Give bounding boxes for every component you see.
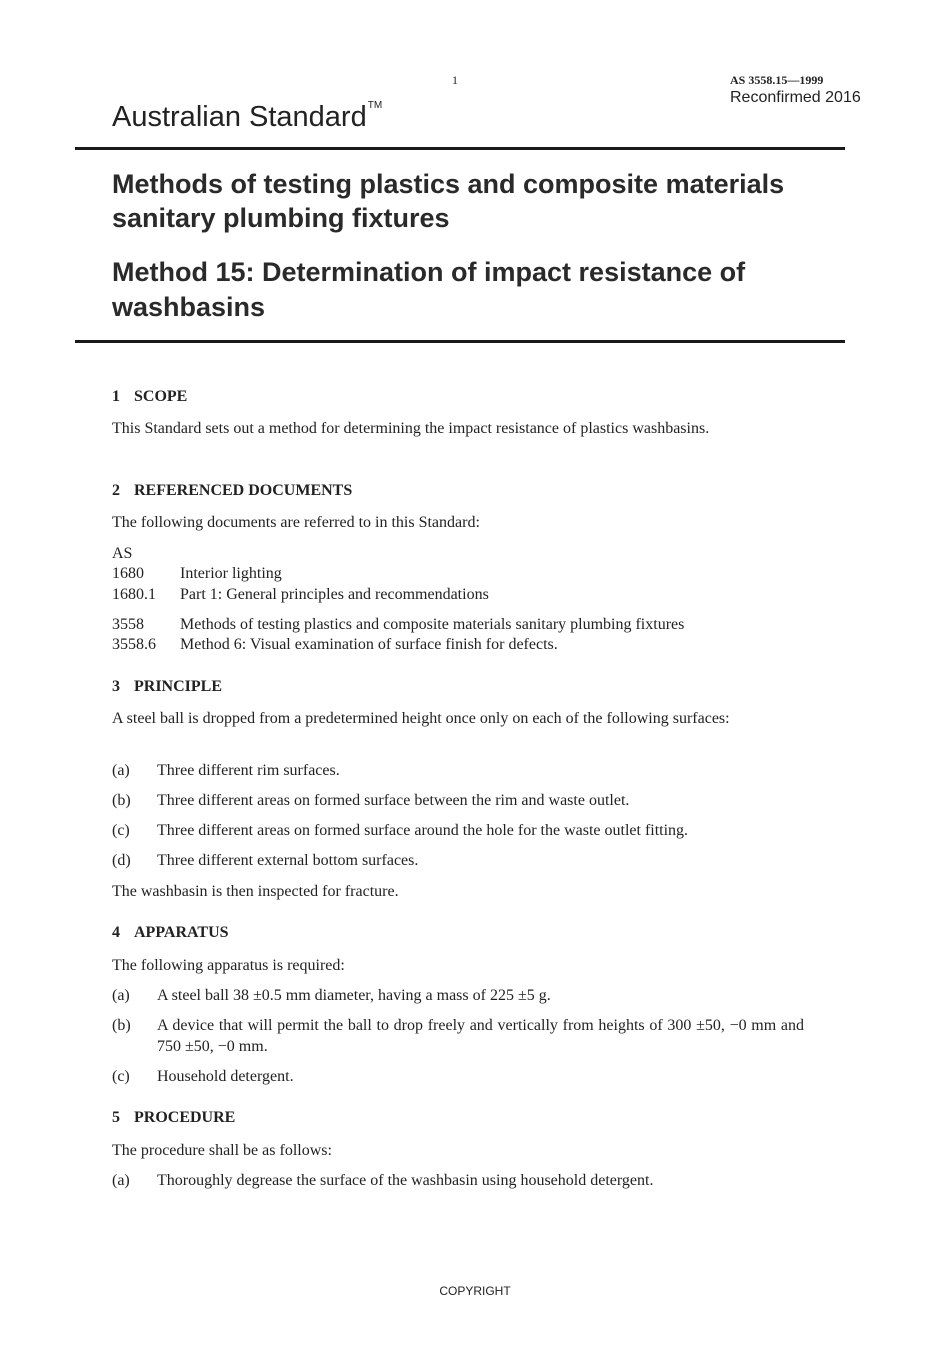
list-item-text: Three different areas on formed surface between the rim and waste outlet. (157, 792, 630, 809)
reference-code: 1680 (112, 565, 144, 582)
reference-code: 3558.6 (112, 636, 156, 653)
list-item (112, 820, 804, 841)
section-number: 5 (112, 1109, 120, 1126)
principle-outro: The washbasin is then inspected for fracture. (112, 883, 399, 900)
list-item (112, 790, 804, 811)
standards-prefix-label: AS (112, 545, 133, 562)
document-title: Methods of testing plastics and composite materials sanitary plumbing fixtures (112, 169, 785, 233)
section-number: 1 (112, 388, 120, 405)
section-heading-procedure (112, 1109, 235, 1127)
scope-paragraph: This Standard sets out a method for determining the impact resistance of plastics washbasins. (112, 420, 710, 437)
list-item-text: Household detergent. (157, 1068, 294, 1085)
method-title: Method 15: Determination of impact resistance of washbasins (112, 257, 746, 322)
list-item-label: (a) (112, 987, 130, 1004)
section-number: 4 (112, 924, 120, 941)
bottom-rule (75, 340, 845, 343)
reference-code: 1680.1 (112, 586, 156, 603)
section-heading-text: PROCEDURE (134, 1109, 236, 1126)
document-id: AS 3558.15—1999 (730, 73, 824, 87)
brand-name: Australian Standard (112, 101, 367, 133)
list-item (112, 850, 804, 871)
list-item-label: (d) (112, 852, 131, 869)
section-number: 3 (112, 678, 120, 695)
list-item-text: A steel ball 38 ±0.5 mm diameter, having a mass of 225 ±5 g. (157, 987, 551, 1004)
apparatus-intro: The following apparatus is required: (112, 957, 345, 974)
reference-title: Methods of testing plastics and composite materials sanitary plumbing fixtures (180, 616, 685, 633)
section-heading-text: REFERENCED DOCUMENTS (134, 482, 353, 499)
list-item-text: Three different external bottom surfaces. (157, 852, 419, 869)
list-item-label: (a) (112, 762, 130, 779)
reference-title: Method 6: Visual examination of surface finish for defects. (180, 636, 558, 653)
section-heading-text: APPARATUS (134, 924, 229, 941)
list-item-label: (b) (112, 1017, 131, 1034)
list-item (112, 1170, 804, 1191)
section-heading-referenced (112, 482, 352, 500)
list-item-text: Three different rim surfaces. (157, 762, 340, 779)
section-heading-text: SCOPE (134, 388, 188, 405)
reference-code: 3558 (112, 616, 144, 633)
list-item-label: (c) (112, 1068, 130, 1085)
list-item-text: Three different areas on formed surface around the hole for the waste outlet fitting. (157, 822, 689, 839)
procedure-intro: The procedure shall be as follows: (112, 1142, 332, 1159)
reference-title: Part 1: General principles and recommendations (180, 586, 489, 603)
trademark-mark: TM (367, 100, 383, 111)
reconfirmed-note: Reconfirmed 2016 (730, 89, 861, 106)
copyright-footer: COPYRIGHT (439, 1284, 511, 1298)
section-heading-principle (112, 678, 222, 696)
list-item-label: (b) (112, 792, 131, 809)
list-item-text: Thoroughly degrease the surface of the washbasin using household detergent. (157, 1172, 654, 1189)
reference-title: Interior lighting (180, 565, 282, 582)
section-heading-apparatus (112, 924, 229, 942)
section-heading-scope (112, 388, 187, 406)
list-item (112, 1015, 804, 1057)
list-item-label: (a) (112, 1172, 130, 1189)
page-number: 1 (452, 73, 458, 87)
brand-title (112, 100, 382, 134)
section-number: 2 (112, 482, 120, 499)
list-item-label: (c) (112, 822, 130, 839)
top-rule (75, 147, 845, 150)
list-item (112, 1066, 804, 1087)
list-item (112, 985, 804, 1006)
list-item (112, 760, 804, 781)
referenced-intro: The following documents are referred to in this Standard: (112, 514, 480, 531)
section-heading-text: PRINCIPLE (134, 678, 223, 695)
list-item-text: A device that will permit the ball to drop freely and vertically from heights of 300 ±50, −0 mm and 750 ±50, −0 mm. (157, 1017, 804, 1055)
principle-intro: A steel ball is dropped from a predetermined height once only on each of the following surfaces: (112, 710, 730, 727)
